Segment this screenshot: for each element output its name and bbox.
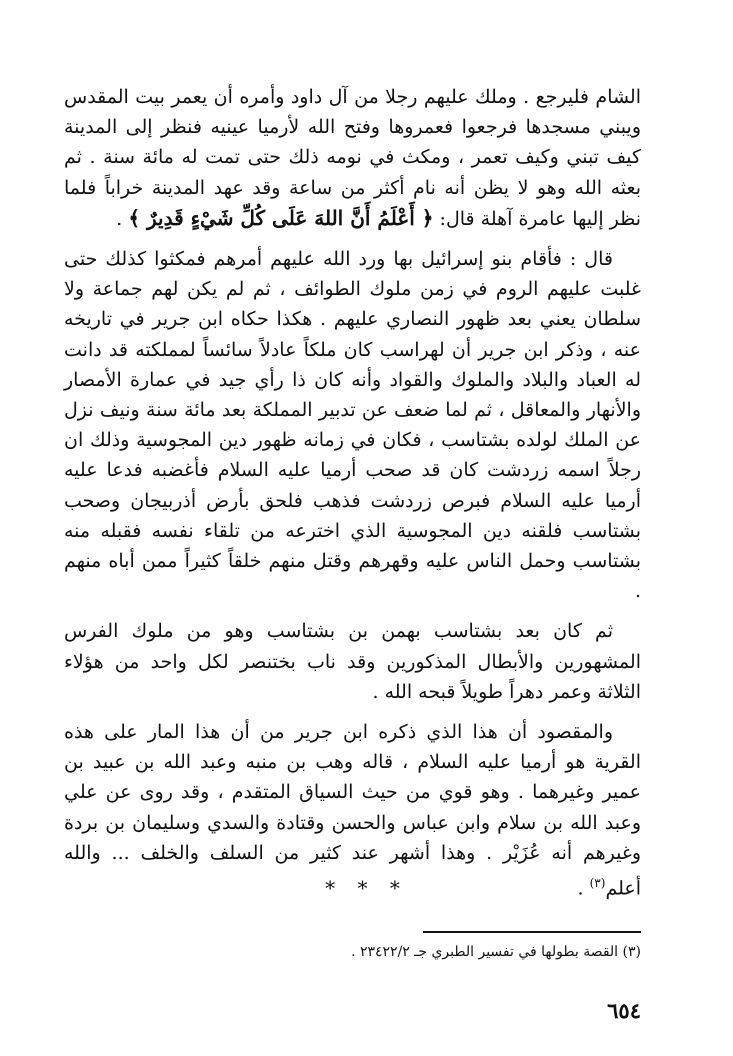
paragraph-1-end: . [116, 207, 129, 230]
main-text [64, 82, 641, 914]
quran-verse: ﴿ أَعْلَمُ أَنَّ اللهَ عَلَى كُلِّ شَيْءٍ قَدِيرٌ ﴾ [128, 205, 434, 230]
paragraph-2: قال : فأقام بنو إسرائيل بها ورد الله عليهم أمرهم فمكثوا كذلك حتى غلبت عليهم الروم في زمن ملوك الطوائف ، ثم لم يكن لهم جماعة ولا سلطان يعني بعد ظهور النصاري عليهم . هكذا حكاه ابن جرير في تاريخه عنه ، وذكر ابن جرير أن لهراسب كان ملكاً عادلاً سائساً لمملكته قد دانت له العباد والبلاد والملوك والقواد وأنه كان ذا رأي جيد في عمارة الأمصار والأنهار والمعاقل ، ثم لما ضعف عن تدبير المملكة بعد مائة سنة ونيف نزل عن الملك لولده بشتاسب ، فكان في زمانه ظهور دين المجوسية وذلك ان رجلاً اسمه زردشت كان قد صحب أرميا عليه السلام فأغضبه فدعا عليه أرميا عليه السلام فبرص زردشت فذهب فلحق بأرض أذربيجان وصحب بشتاسب فلقنه دين المجوسية الذي اخترعه من تلقاء نفسه فقبله منه بشتاسب وحمل الناس عليه وقهرهم وقتل منهم خلقاً كثيراً ممن أباه منهم . [64, 248, 641, 603]
section-separator: * * * [325, 876, 408, 900]
paragraph-3: ثم كان بعد بشتاسب بهمن بن بشتاسب وهو من ملوك الفرس المشهورين والأبطال المذكورين وقد ناب بختنصر لكل واحد من هؤلاء الثلاثة وعمر دهراً طويلاً قبحه الله . [64, 620, 641, 703]
footnote: (٣) القصة بطولها في تفسير الطبري جـ ٢٣٤٢٢/٢ . [351, 944, 641, 960]
page-number: ٦٥٤ [607, 998, 641, 1023]
paragraph-1-text: الشام فليرجع . وملك عليهم رجلا من آل داود وأمره أن يعمر بيت المقدس ويبني مسجدها فرجعوا فعمروها وفتح الله لأرميا عينيه فنظر إلى المدينة كيف تبني وكيف تعمر ، ومكث في نومه ذلك حتى تمت له مائة سنة . ثم بعثه الله وهو لا يظن أنه نام أكثر من ساعة وقد عهد المدينة خراباً فلما نظر إليها عامرة آهلة قال: [64, 86, 641, 230]
footnote-divider [423, 931, 641, 933]
paragraph-4-end: . [577, 877, 590, 900]
paragraph-1 [64, 82, 641, 234]
paragraph-4-text: والمقصود أن هذا الذي ذكره ابن جرير من أن هذا المار على هذه القرية هو أرميا عليه السلام ، قاله وهب بن منبه وعبد الله بن عبيد بن عمير وغيرهما . وهو قوي من حيث السياق المتقدم ، وقد روى عن علي وعبد الله بن سلام وابن عباس والحسن وقتادة والسدي وسليمان بن بردة وغيرهم أنه عُزَيْر . وهذا أشهر عند كثير من السلف والخلف ... والله أعلم [64, 721, 641, 900]
footnote-reference: (٣) [589, 876, 606, 891]
